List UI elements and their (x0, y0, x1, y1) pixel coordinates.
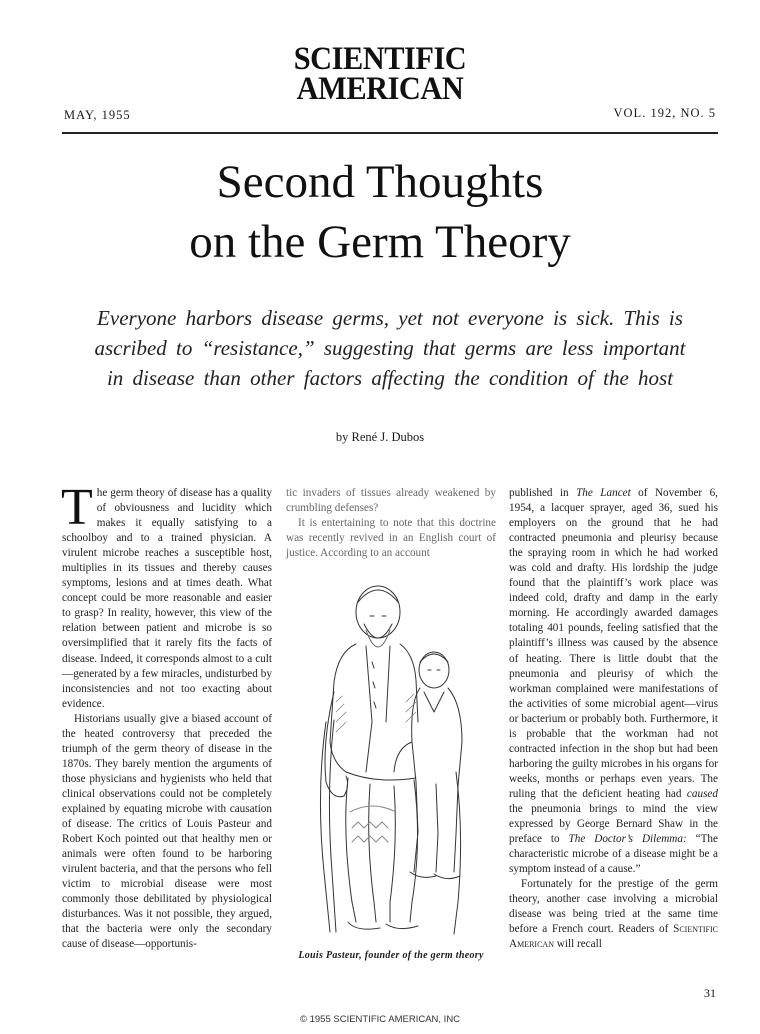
article-byline: by René J. Dubos (335, 430, 425, 444)
article-column-1 (61, 479, 272, 952)
p5-dilemma: The Doctor’s Dilemma: (568, 833, 687, 846)
paragraph-2: Historians usually give a biased account of the heated controversy that preceded the triumph of the germ theory of disease in the 1870s. They barely mention the arguments of those physicians and hygienists who held that clinical observations could not be completely explained by equating microbe with causation of disease. The critics of Louis Pasteur and Robert Koch pointed out that healthy men or animals were often found to be harboring virulent bacteria, and that the persons who fell victim to microbial disease were most commonly those debilitated by physiological disturbances. Was it not possible, they argued, that the bacteria were only the secondary cause of disease—opportunis- (62, 712, 272, 951)
p5-text-b: of November 6, 1954, a lacquer sprayer, aged 36, sued his employers on the ground that he had contracted pneumonia and pleurisy because the spraying room in which he had worked was cold and drafty. His lordship the judge found that the plaintiff’s work place was indeed cold, drafty and damp in the early morning. He accordingly awarded damages totaling 401 pounds, feeling satisfied that the plaintiff’s illness was caused by the absence of heating. There is little doubt that the pneumonia and pleurisy of which the workman complained were manifestations of the activities of some microbial agent—virus or bacterium or probably both. Furthermore, it is probable that the workman had not contracted infection in the shop but had been harboring the guilty microbes in his organs for weeks, months or perhaps even years. The ruling that the deficient heating had (509, 487, 718, 800)
figure-caption: Louis Pasteur, founder of the germ theory (298, 950, 484, 961)
paragraph-6 (509, 877, 718, 952)
deck-line-3: in disease than other factors affecting the condition of the host (106, 366, 674, 390)
title-line-2: on the Germ Theory (189, 216, 571, 268)
page-number: 31 (704, 986, 716, 1000)
p6-text-b: will recall (553, 938, 602, 951)
p5-text-a: published in (509, 487, 577, 499)
paragraph-3: tic invaders of tissues already weakened by crumbling defenses? (286, 487, 496, 515)
p5-lancet: The Lancet (576, 487, 631, 499)
article-title (0, 152, 760, 272)
issue-volume: VOL. 192, NO. 5 (613, 106, 716, 120)
deck-line-1: Everyone harbors disease germs, yet not everyone is sick. This is (97, 306, 683, 330)
magazine-logo (30, 41, 729, 107)
p5-text-c: the pneumonia brings to mind the view expressed by George Bernard Shaw in the preface to (509, 802, 718, 846)
article-deck (62, 303, 718, 393)
logo-line-2: AMERICAN (296, 71, 464, 107)
paragraph-5 (509, 486, 718, 877)
p6-scientific-american: Scientific American (509, 923, 718, 951)
p5-text-d: “The characteristic microbe of a disease might be a symptom instead of a cause.” (509, 833, 718, 876)
paragraph-4: It is entertaining to note that this doctrine was recently revived in an English court of justice. According to an account (286, 517, 496, 560)
issue-date: MAY, 1955 (64, 108, 131, 122)
article-column-3 (509, 486, 718, 952)
p5-caused: caused (686, 787, 718, 800)
deck-line-2: ascribed to “resistance,” suggesting that germs are less important (94, 336, 686, 360)
title-line-1: Second Thoughts (216, 156, 544, 208)
paragraph-1 (61, 479, 272, 712)
logo-line-1: SCIENTIFIC (293, 41, 467, 77)
drop-cap: T (61, 479, 93, 536)
masthead-rule (62, 132, 718, 134)
paragraph-1-text: he germ theory of disease has a quality of obviousness and lucidity which makes it equally satisfying to a schoolboy and to a trained physician. A virulent microbe reaches a susceptible host, multiplies in its tissues and thereby causes symptoms, lesions and at times death. What concept could be more reasonable and easier to grasp? In reality, however, this view of the relation between patient and microbe is so oversimplified that it rarely fits the facts of disease. Indeed, it corresponds almost to a cult—generated by a few miracles, undisturbed by inconsistencies and not too exacting about evidence. (62, 487, 272, 710)
pasteur-illustration (286, 572, 496, 944)
article-column-2 (286, 486, 496, 561)
p6-text-a: Fortunately for the prestige of the germ theory, another case involving a microbial disease was being tried at the same time before a French court. Readers of (509, 878, 718, 936)
copyright-notice: © 1955 SCIENTIFIC AMERICAN, INC (299, 1014, 461, 1025)
pasteur-drawing (286, 572, 496, 944)
